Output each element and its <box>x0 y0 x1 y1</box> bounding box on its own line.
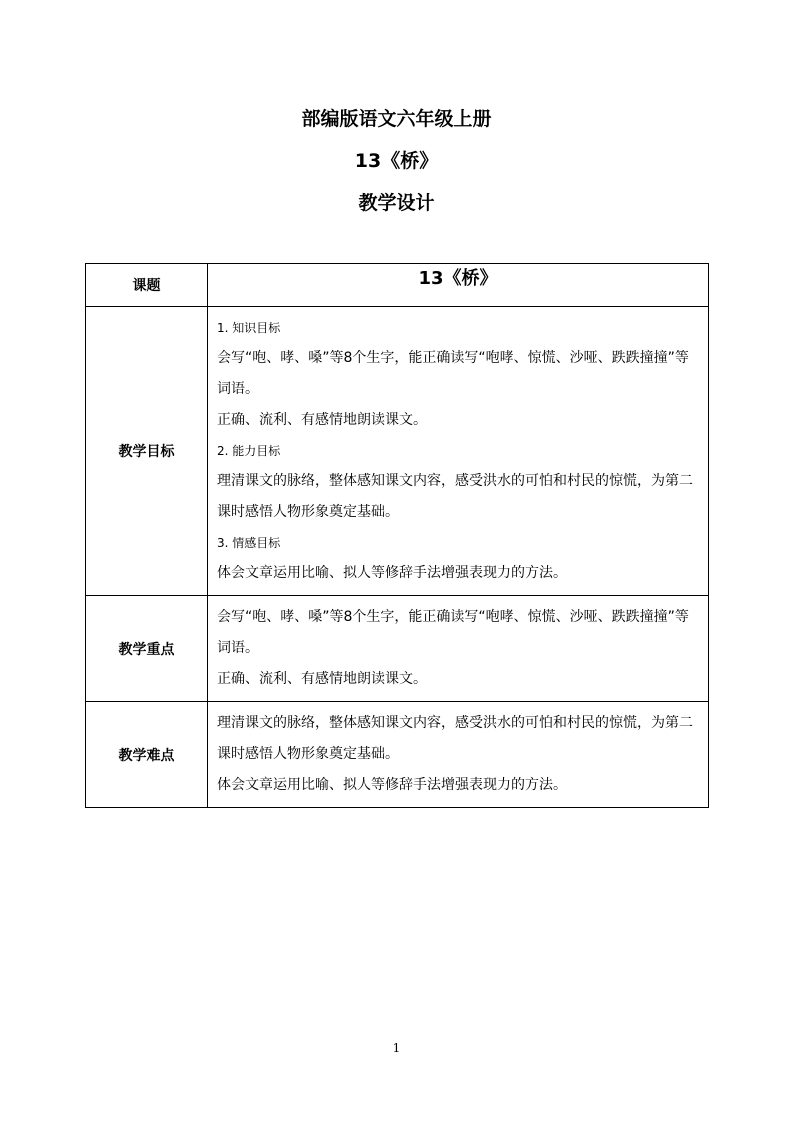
difficulty-cell <box>208 702 709 808</box>
key-point-text-2: 正确、流利、有感情地朗读课文。 <box>217 671 427 687</box>
difficulty-text-2: 体会文章运用比喻、拟人等修辞手法增强表现力的方法。 <box>217 777 567 793</box>
lesson-plan-table <box>85 263 709 808</box>
key-points-row <box>86 596 709 702</box>
knowledge-goal-heading: 1. 知识目标 <box>217 321 281 335</box>
knowledge-goal-text-2: 正确、流利、有感情地朗读课文。 <box>217 412 427 428</box>
emotion-goal-heading: 3. 情感目标 <box>217 536 281 550</box>
knowledge-goal-text-1: 会写“咆、哮、嗓”等8个生字，能正确读写“咆哮、惊慌、沙哑、跌跌撞撞”等词语。 <box>217 350 689 397</box>
key-point-text-1: 会写“咆、哮、嗓”等8个生字，能正确读写“咆哮、惊慌、沙哑、跌跌撞撞”等词语。 <box>217 609 689 656</box>
goals-cell <box>208 307 709 596</box>
document-title: 部编版语文六年级上册 <box>301 108 492 130</box>
lesson-title: 13《桥》 <box>354 150 439 172</box>
ability-goal-text: 理清课文的脉络，整体感知课文内容，感受洪水的可怕和村民的惊慌，为第二课时感悟人物形象奠定基础。 <box>217 473 693 520</box>
difficulty-row <box>86 702 709 808</box>
document-title-block <box>0 102 793 228</box>
key-points-cell <box>208 596 709 702</box>
topic-value: 13《桥》 <box>208 264 709 307</box>
ability-goal-heading: 2. 能力目标 <box>217 444 281 458</box>
topic-label: 课题 <box>86 264 208 307</box>
emotion-goal-text: 体会文章运用比喻、拟人等修辞手法增强表现力的方法。 <box>217 565 567 581</box>
goals-label: 教学目标 <box>86 307 208 596</box>
difficulty-label: 教学难点 <box>86 702 208 808</box>
document-subtitle: 教学设计 <box>358 192 435 214</box>
page-number: 1 <box>392 1041 401 1055</box>
key-points-label: 教学重点 <box>86 596 208 702</box>
difficulty-text-1: 理清课文的脉络，整体感知课文内容，感受洪水的可怕和村民的惊慌，为第二课时感悟人物形象奠定基础。 <box>217 715 693 762</box>
goals-row <box>86 307 709 596</box>
topic-row <box>86 264 709 307</box>
